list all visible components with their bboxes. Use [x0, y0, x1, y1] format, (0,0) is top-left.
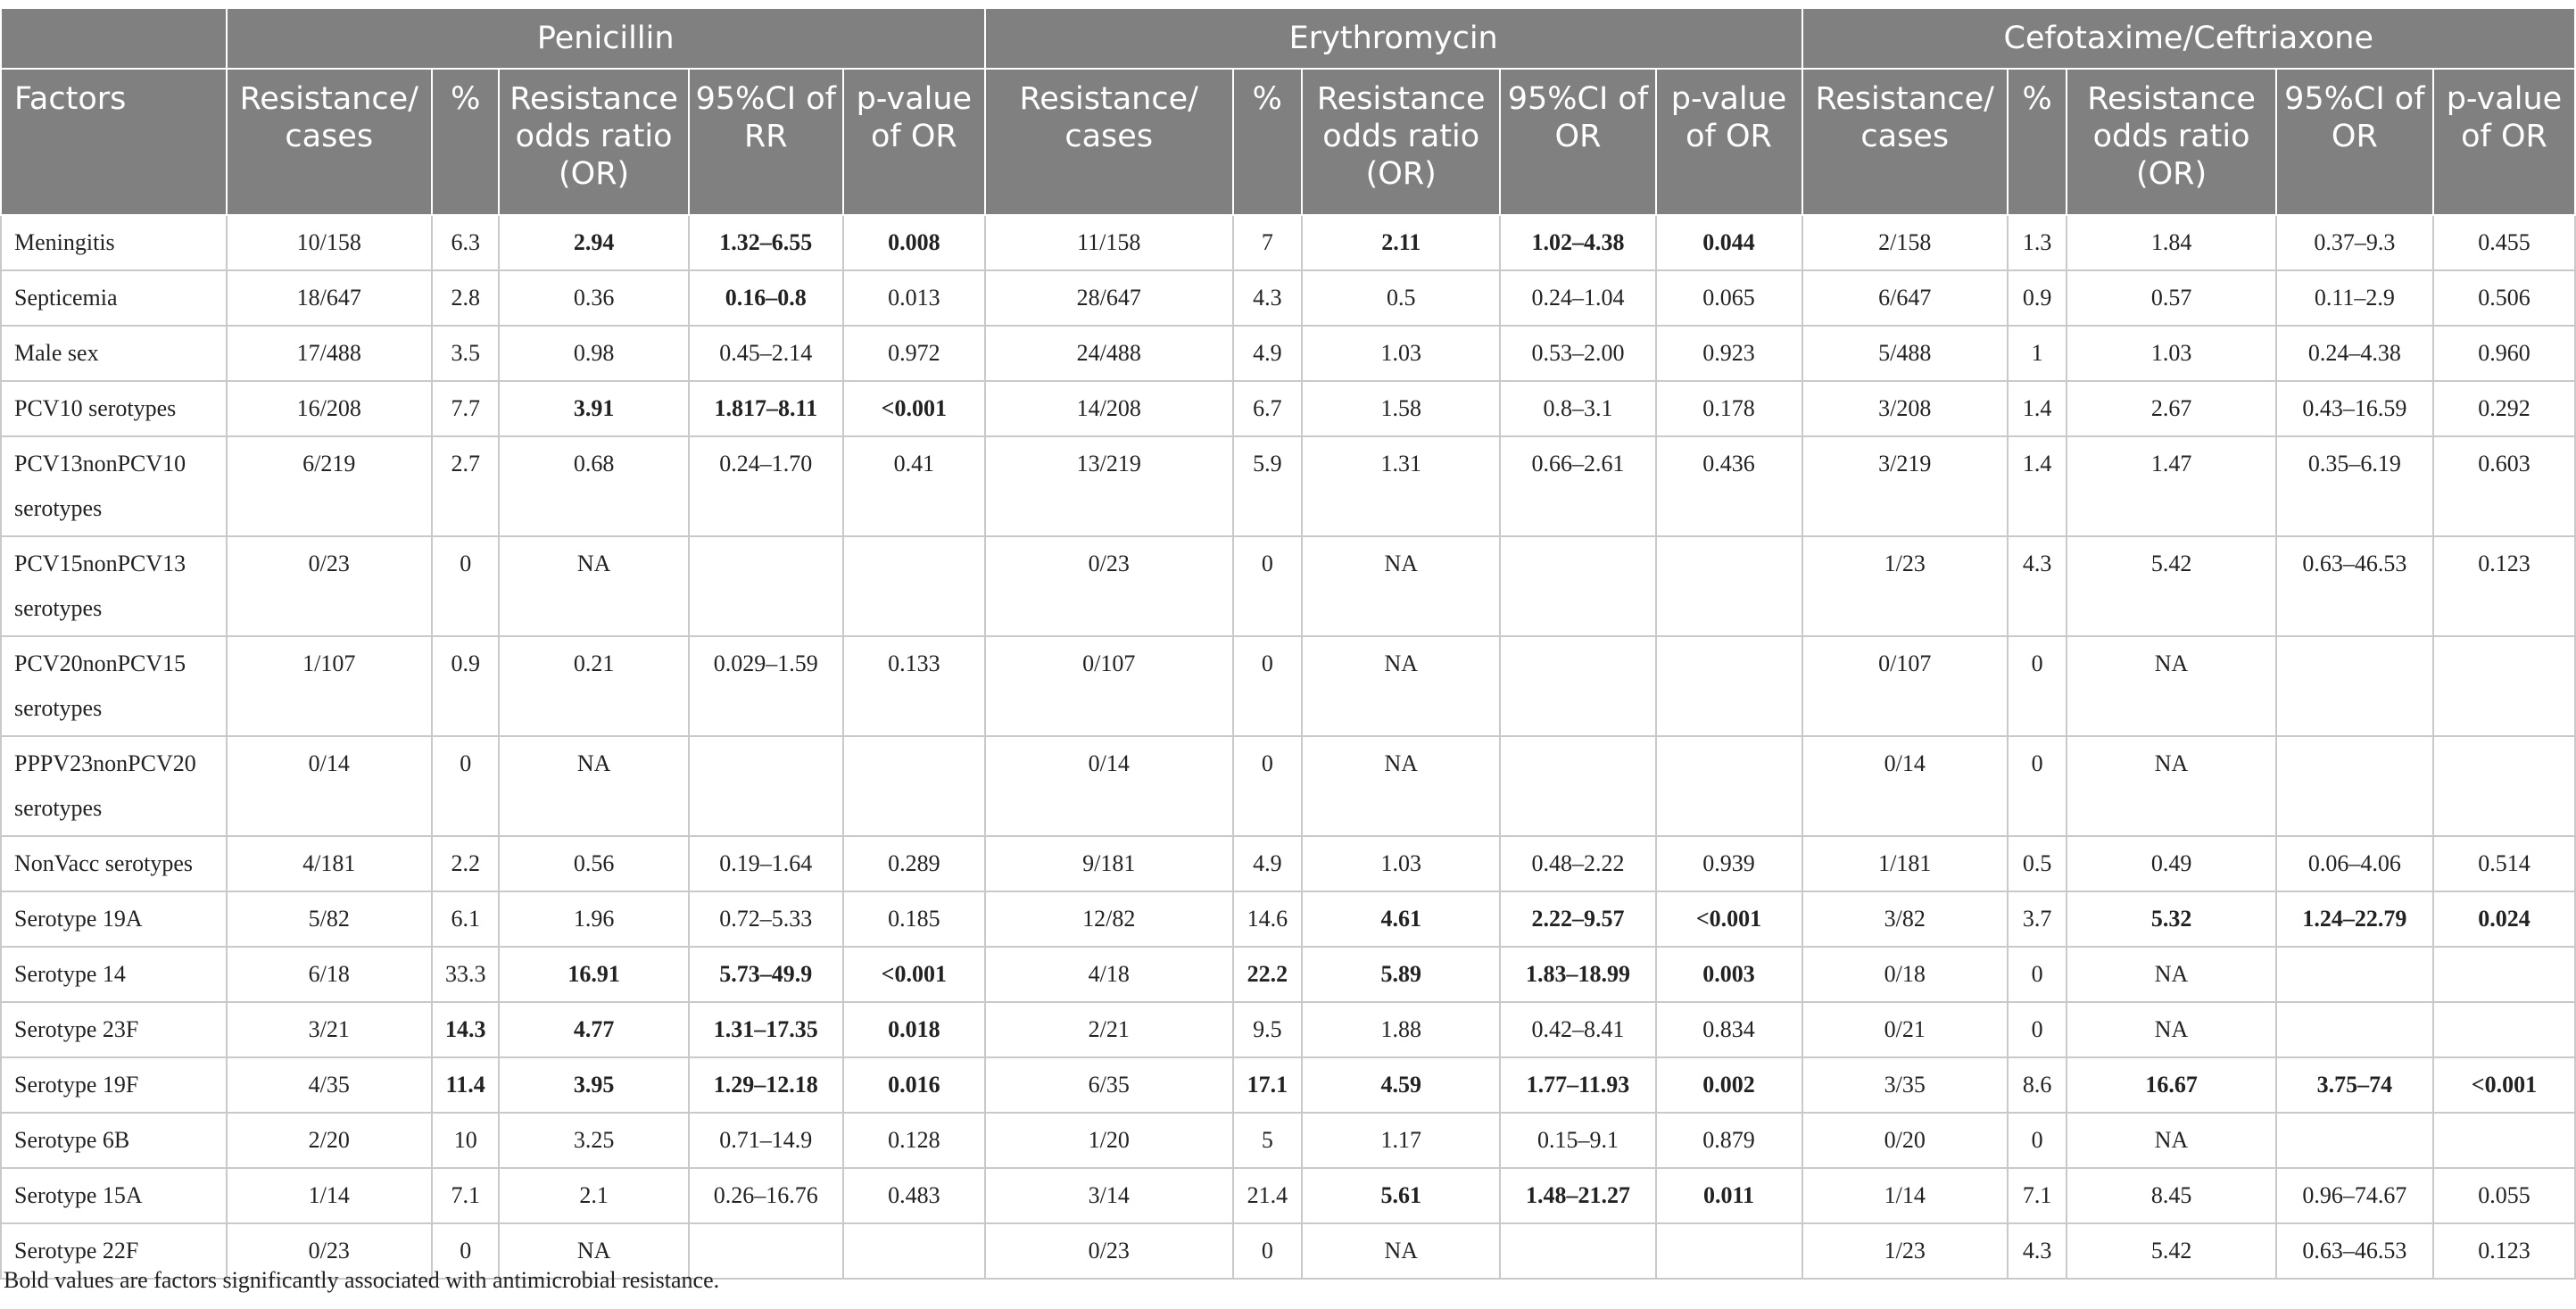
table-row: [1, 1057, 2575, 1113]
value-cell: 1.83–18.99: [1500, 947, 1655, 1002]
value-cell: 0.055: [2433, 1168, 2575, 1223]
value-cell: 0.128: [843, 1113, 985, 1168]
value-cell: 2.11: [1302, 215, 1500, 270]
value-cell: 0.24–1.70: [689, 436, 843, 536]
value-cell: 1.817–8.11: [689, 381, 843, 436]
value-cell: 8.6: [2008, 1057, 2067, 1113]
value-cell: [689, 736, 843, 836]
value-cell: 1/20: [985, 1113, 1233, 1168]
value-cell: 4.9: [1233, 836, 1302, 891]
table-row: [1, 636, 2575, 736]
col-header: p-value of OR: [843, 69, 985, 215]
header-group-row: [1, 8, 2575, 69]
resistance-table-container: [0, 7, 2576, 1280]
value-cell: [1656, 636, 1802, 736]
value-cell: [2276, 1002, 2433, 1057]
factor-cell: Septicemia: [1, 270, 227, 326]
value-cell: 5.9: [1233, 436, 1302, 536]
value-cell: 0: [2008, 736, 2067, 836]
col-header: p-value of OR: [2433, 69, 2575, 215]
value-cell: [1500, 536, 1655, 636]
col-header: 95%CI of OR: [2276, 69, 2433, 215]
value-cell: NA: [499, 736, 688, 836]
value-cell: 21.4: [1233, 1168, 1302, 1223]
value-cell: 16.91: [499, 947, 688, 1002]
value-cell: NA: [2067, 947, 2275, 1002]
value-cell: NA: [2067, 1113, 2275, 1168]
value-cell: 0.21: [499, 636, 688, 736]
value-cell: 4.3: [1233, 270, 1302, 326]
value-cell: 5.61: [1302, 1168, 1500, 1223]
value-cell: 0.36: [499, 270, 688, 326]
value-cell: 14.3: [432, 1002, 499, 1057]
value-cell: 0.008: [843, 215, 985, 270]
value-cell: 6/219: [227, 436, 432, 536]
value-cell: 4.9: [1233, 326, 1302, 381]
value-cell: [2276, 1113, 2433, 1168]
value-cell: 14.6: [1233, 891, 1302, 947]
value-cell: 0.63–46.53: [2276, 1223, 2433, 1279]
table-row: [1, 536, 2575, 636]
value-cell: 0: [2008, 947, 2067, 1002]
header-cefotaxime: Cefotaxime/Ceftriaxone: [1802, 8, 2575, 69]
value-cell: 5: [1233, 1113, 1302, 1168]
resistance-table: [0, 7, 2576, 1280]
header-penicillin: Penicillin: [227, 8, 985, 69]
value-cell: 1.03: [1302, 326, 1500, 381]
header-column-row: [1, 69, 2575, 215]
value-cell: 17.1: [1233, 1057, 1302, 1113]
value-cell: 0.960: [2433, 326, 2575, 381]
value-cell: 33.3: [432, 947, 499, 1002]
value-cell: [1500, 1223, 1655, 1279]
value-cell: 3.7: [2008, 891, 2067, 947]
value-cell: 1.96: [499, 891, 688, 947]
value-cell: 7.1: [432, 1168, 499, 1223]
factor-cell: Meningitis: [1, 215, 227, 270]
table-row: [1, 736, 2575, 836]
value-cell: 0/23: [985, 536, 1233, 636]
value-cell: 6/18: [227, 947, 432, 1002]
value-cell: 3.75–74: [2276, 1057, 2433, 1113]
value-cell: 0/107: [1802, 636, 2008, 736]
value-cell: 0.19–1.64: [689, 836, 843, 891]
table-row: [1, 436, 2575, 536]
value-cell: [2433, 1113, 2575, 1168]
factor-cell: Serotype 19A: [1, 891, 227, 947]
value-cell: 0.98: [499, 326, 688, 381]
header-erythromycin: Erythromycin: [985, 8, 1802, 69]
value-cell: 1.32–6.55: [689, 215, 843, 270]
value-cell: 0.35–6.19: [2276, 436, 2433, 536]
value-cell: 4.3: [2008, 1223, 2067, 1279]
value-cell: 5/82: [227, 891, 432, 947]
value-cell: 6.1: [432, 891, 499, 947]
value-cell: 1/23: [1802, 536, 2008, 636]
value-cell: 0.71–14.9: [689, 1113, 843, 1168]
table-row: [1, 836, 2575, 891]
value-cell: NA: [2067, 1002, 2275, 1057]
value-cell: 0/14: [1802, 736, 2008, 836]
value-cell: 28/647: [985, 270, 1233, 326]
value-cell: 0.029–1.59: [689, 636, 843, 736]
value-cell: 0.939: [1656, 836, 1802, 891]
value-cell: 0.455: [2433, 215, 2575, 270]
value-cell: 0: [1233, 1223, 1302, 1279]
col-header: %: [2008, 69, 2067, 215]
value-cell: NA: [1302, 736, 1500, 836]
value-cell: NA: [2067, 736, 2275, 836]
value-cell: 2.94: [499, 215, 688, 270]
value-cell: [1500, 736, 1655, 836]
value-cell: 0/14: [227, 736, 432, 836]
value-cell: 7: [1233, 215, 1302, 270]
value-cell: 10: [432, 1113, 499, 1168]
value-cell: 0.178: [1656, 381, 1802, 436]
value-cell: 0.133: [843, 636, 985, 736]
value-cell: 3/219: [1802, 436, 2008, 536]
value-cell: [2276, 736, 2433, 836]
table-row: [1, 381, 2575, 436]
value-cell: 0.26–16.76: [689, 1168, 843, 1223]
factor-cell: PCV15nonPCV13 serotypes: [1, 536, 227, 636]
value-cell: 0.879: [1656, 1113, 1802, 1168]
value-cell: 5.42: [2067, 536, 2275, 636]
value-cell: 2.8: [432, 270, 499, 326]
value-cell: 6.7: [1233, 381, 1302, 436]
value-cell: 3.25: [499, 1113, 688, 1168]
value-cell: 1.77–11.93: [1500, 1057, 1655, 1113]
value-cell: 0/21: [1802, 1002, 2008, 1057]
value-cell: 3/35: [1802, 1057, 2008, 1113]
value-cell: 0: [2008, 1113, 2067, 1168]
value-cell: 0: [1233, 536, 1302, 636]
value-cell: 1.02–4.38: [1500, 215, 1655, 270]
col-header: 95%CI of RR: [689, 69, 843, 215]
col-header: Resistance odds ratio (OR): [1302, 69, 1500, 215]
value-cell: <0.001: [2433, 1057, 2575, 1113]
value-cell: 1.03: [2067, 326, 2275, 381]
value-cell: 0.506: [2433, 270, 2575, 326]
value-cell: 1.48–21.27: [1500, 1168, 1655, 1223]
value-cell: 0: [1233, 736, 1302, 836]
value-cell: 4/181: [227, 836, 432, 891]
value-cell: 0.16–0.8: [689, 270, 843, 326]
value-cell: 0.66–2.61: [1500, 436, 1655, 536]
col-header: Resistance/ cases: [985, 69, 1233, 215]
value-cell: 5.42: [2067, 1223, 2275, 1279]
value-cell: 1: [2008, 326, 2067, 381]
value-cell: [1500, 636, 1655, 736]
value-cell: 0.603: [2433, 436, 2575, 536]
value-cell: [2276, 947, 2433, 1002]
header-blank: [1, 8, 227, 69]
value-cell: 1.47: [2067, 436, 2275, 536]
factor-cell: Serotype 19F: [1, 1057, 227, 1113]
value-cell: [2433, 1002, 2575, 1057]
value-cell: 0.436: [1656, 436, 1802, 536]
value-cell: 2.22–9.57: [1500, 891, 1655, 947]
value-cell: 1.4: [2008, 436, 2067, 536]
value-cell: 17/488: [227, 326, 432, 381]
value-cell: 11/158: [985, 215, 1233, 270]
value-cell: 8.45: [2067, 1168, 2275, 1223]
value-cell: 0: [432, 736, 499, 836]
value-cell: [2276, 636, 2433, 736]
value-cell: 0.972: [843, 326, 985, 381]
value-cell: 2.2: [432, 836, 499, 891]
value-cell: NA: [499, 1223, 688, 1279]
value-cell: 0.5: [2008, 836, 2067, 891]
value-cell: 0.514: [2433, 836, 2575, 891]
factor-cell: PCV20nonPCV15 serotypes: [1, 636, 227, 736]
table-row: [1, 215, 2575, 270]
value-cell: 2.7: [432, 436, 499, 536]
factor-cell: Serotype 23F: [1, 1002, 227, 1057]
table-footnote: Bold values are factors significantly associated with antimicrobial resistance.: [4, 1267, 720, 1293]
value-cell: 0.292: [2433, 381, 2575, 436]
value-cell: 0.37–9.3: [2276, 215, 2433, 270]
table-row: [1, 1113, 2575, 1168]
value-cell: 0.123: [2433, 1223, 2575, 1279]
value-cell: 2/21: [985, 1002, 1233, 1057]
value-cell: 22.2: [1233, 947, 1302, 1002]
value-cell: 16/208: [227, 381, 432, 436]
value-cell: 1/181: [1802, 836, 2008, 891]
value-cell: 0.43–16.59: [2276, 381, 2433, 436]
value-cell: 0.185: [843, 891, 985, 947]
value-cell: 1.84: [2067, 215, 2275, 270]
table-row: [1, 326, 2575, 381]
value-cell: 16.67: [2067, 1057, 2275, 1113]
col-header: Resistance/ cases: [1802, 69, 2008, 215]
value-cell: 2.67: [2067, 381, 2275, 436]
factor-cell: PCV13nonPCV10 serotypes: [1, 436, 227, 536]
value-cell: 0.72–5.33: [689, 891, 843, 947]
value-cell: [2433, 736, 2575, 836]
value-cell: 3/14: [985, 1168, 1233, 1223]
value-cell: 9.5: [1233, 1002, 1302, 1057]
value-cell: 3.5: [432, 326, 499, 381]
value-cell: 13/219: [985, 436, 1233, 536]
value-cell: 0.003: [1656, 947, 1802, 1002]
factor-cell: Serotype 22F: [1, 1223, 227, 1279]
header-factors: Factors: [1, 69, 227, 215]
value-cell: 0.013: [843, 270, 985, 326]
col-header: Resistance odds ratio (OR): [499, 69, 688, 215]
value-cell: 0.289: [843, 836, 985, 891]
value-cell: 4.59: [1302, 1057, 1500, 1113]
value-cell: 0/107: [985, 636, 1233, 736]
table-row: [1, 1168, 2575, 1223]
value-cell: 0.41: [843, 436, 985, 536]
value-cell: 0.011: [1656, 1168, 1802, 1223]
value-cell: [843, 736, 985, 836]
value-cell: [2433, 947, 2575, 1002]
factor-cell: Serotype 14: [1, 947, 227, 1002]
col-header: %: [1233, 69, 1302, 215]
value-cell: 10/158: [227, 215, 432, 270]
value-cell: 24/488: [985, 326, 1233, 381]
value-cell: 3/208: [1802, 381, 2008, 436]
value-cell: 0: [2008, 636, 2067, 736]
value-cell: 1/14: [227, 1168, 432, 1223]
value-cell: 0.483: [843, 1168, 985, 1223]
value-cell: 0.834: [1656, 1002, 1802, 1057]
value-cell: 1.29–12.18: [689, 1057, 843, 1113]
value-cell: 5.73–49.9: [689, 947, 843, 1002]
value-cell: 0.63–46.53: [2276, 536, 2433, 636]
value-cell: 11.4: [432, 1057, 499, 1113]
value-cell: 1.3: [2008, 215, 2067, 270]
value-cell: 0/23: [227, 536, 432, 636]
value-cell: <0.001: [843, 381, 985, 436]
value-cell: 18/647: [227, 270, 432, 326]
value-cell: 3/82: [1802, 891, 2008, 947]
value-cell: 2/158: [1802, 215, 2008, 270]
value-cell: 0.018: [843, 1002, 985, 1057]
value-cell: 0.044: [1656, 215, 1802, 270]
value-cell: 4/35: [227, 1057, 432, 1113]
value-cell: 0.53–2.00: [1500, 326, 1655, 381]
table-row: [1, 1002, 2575, 1057]
value-cell: 0/20: [1802, 1113, 2008, 1168]
value-cell: 14/208: [985, 381, 1233, 436]
value-cell: <0.001: [843, 947, 985, 1002]
value-cell: [843, 1223, 985, 1279]
factor-cell: Serotype 6B: [1, 1113, 227, 1168]
value-cell: 0/14: [985, 736, 1233, 836]
value-cell: NA: [1302, 636, 1500, 736]
value-cell: NA: [499, 536, 688, 636]
value-cell: 0/23: [227, 1223, 432, 1279]
value-cell: 6.3: [432, 215, 499, 270]
value-cell: <0.001: [1656, 891, 1802, 947]
value-cell: [1656, 536, 1802, 636]
value-cell: 4.3: [2008, 536, 2067, 636]
col-header: 95%CI of OR: [1500, 69, 1655, 215]
value-cell: 0.15–9.1: [1500, 1113, 1655, 1168]
factor-cell: Serotype 15A: [1, 1168, 227, 1223]
value-cell: 0.123: [2433, 536, 2575, 636]
value-cell: 5/488: [1802, 326, 2008, 381]
value-cell: 1/23: [1802, 1223, 2008, 1279]
table-row: [1, 891, 2575, 947]
value-cell: 0.57: [2067, 270, 2275, 326]
value-cell: 6/647: [1802, 270, 2008, 326]
value-cell: [843, 536, 985, 636]
value-cell: 0.002: [1656, 1057, 1802, 1113]
factor-cell: PCV10 serotypes: [1, 381, 227, 436]
value-cell: 0.065: [1656, 270, 1802, 326]
value-cell: 0/23: [985, 1223, 1233, 1279]
value-cell: 0.8–3.1: [1500, 381, 1655, 436]
value-cell: 9/181: [985, 836, 1233, 891]
col-header: p-value of OR: [1656, 69, 1802, 215]
value-cell: 5.32: [2067, 891, 2275, 947]
factor-cell: PPPV23nonPCV20 serotypes: [1, 736, 227, 836]
value-cell: 1.58: [1302, 381, 1500, 436]
value-cell: 1/14: [1802, 1168, 2008, 1223]
col-header: Resistance/ cases: [227, 69, 432, 215]
value-cell: 1.31–17.35: [689, 1002, 843, 1057]
value-cell: 3/21: [227, 1002, 432, 1057]
value-cell: 4.77: [499, 1002, 688, 1057]
col-header: Resistance odds ratio (OR): [2067, 69, 2275, 215]
value-cell: 2/20: [227, 1113, 432, 1168]
value-cell: 1.31: [1302, 436, 1500, 536]
value-cell: 0.48–2.22: [1500, 836, 1655, 891]
value-cell: 3.95: [499, 1057, 688, 1113]
value-cell: 0.42–8.41: [1500, 1002, 1655, 1057]
value-cell: 6/35: [985, 1057, 1233, 1113]
value-cell: [2433, 636, 2575, 736]
value-cell: 7.1: [2008, 1168, 2067, 1223]
value-cell: 0.5: [1302, 270, 1500, 326]
value-cell: 0: [2008, 1002, 2067, 1057]
factor-cell: Male sex: [1, 326, 227, 381]
value-cell: 7.7: [432, 381, 499, 436]
value-cell: 0: [1233, 636, 1302, 736]
value-cell: 0.49: [2067, 836, 2275, 891]
value-cell: 0.24–1.04: [1500, 270, 1655, 326]
value-cell: 0.923: [1656, 326, 1802, 381]
value-cell: 0.45–2.14: [689, 326, 843, 381]
factor-cell: NonVacc serotypes: [1, 836, 227, 891]
table-row: [1, 947, 2575, 1002]
value-cell: 0.9: [2008, 270, 2067, 326]
value-cell: 0: [432, 536, 499, 636]
table-header: [1, 8, 2575, 215]
value-cell: 1/107: [227, 636, 432, 736]
value-cell: 3.91: [499, 381, 688, 436]
value-cell: 0.016: [843, 1057, 985, 1113]
value-cell: 1.88: [1302, 1002, 1500, 1057]
value-cell: 0.56: [499, 836, 688, 891]
value-cell: 0: [432, 1223, 499, 1279]
value-cell: 0.024: [2433, 891, 2575, 947]
value-cell: 0.9: [432, 636, 499, 736]
value-cell: 2.1: [499, 1168, 688, 1223]
value-cell: 5.89: [1302, 947, 1500, 1002]
value-cell: 0.24–4.38: [2276, 326, 2433, 381]
value-cell: NA: [2067, 636, 2275, 736]
value-cell: 0.11–2.9: [2276, 270, 2433, 326]
value-cell: NA: [1302, 1223, 1500, 1279]
value-cell: 0.06–4.06: [2276, 836, 2433, 891]
value-cell: 0.68: [499, 436, 688, 536]
value-cell: [689, 536, 843, 636]
value-cell: 4/18: [985, 947, 1233, 1002]
value-cell: 0/18: [1802, 947, 2008, 1002]
value-cell: NA: [1302, 536, 1500, 636]
table-row: [1, 270, 2575, 326]
value-cell: [1656, 1223, 1802, 1279]
value-cell: 1.03: [1302, 836, 1500, 891]
col-header: %: [432, 69, 499, 215]
value-cell: 1.24–22.79: [2276, 891, 2433, 947]
value-cell: 4.61: [1302, 891, 1500, 947]
value-cell: 12/82: [985, 891, 1233, 947]
value-cell: 1.4: [2008, 381, 2067, 436]
value-cell: 1.17: [1302, 1113, 1500, 1168]
value-cell: [1656, 736, 1802, 836]
table-body: [1, 215, 2575, 1279]
value-cell: 0.96–74.67: [2276, 1168, 2433, 1223]
